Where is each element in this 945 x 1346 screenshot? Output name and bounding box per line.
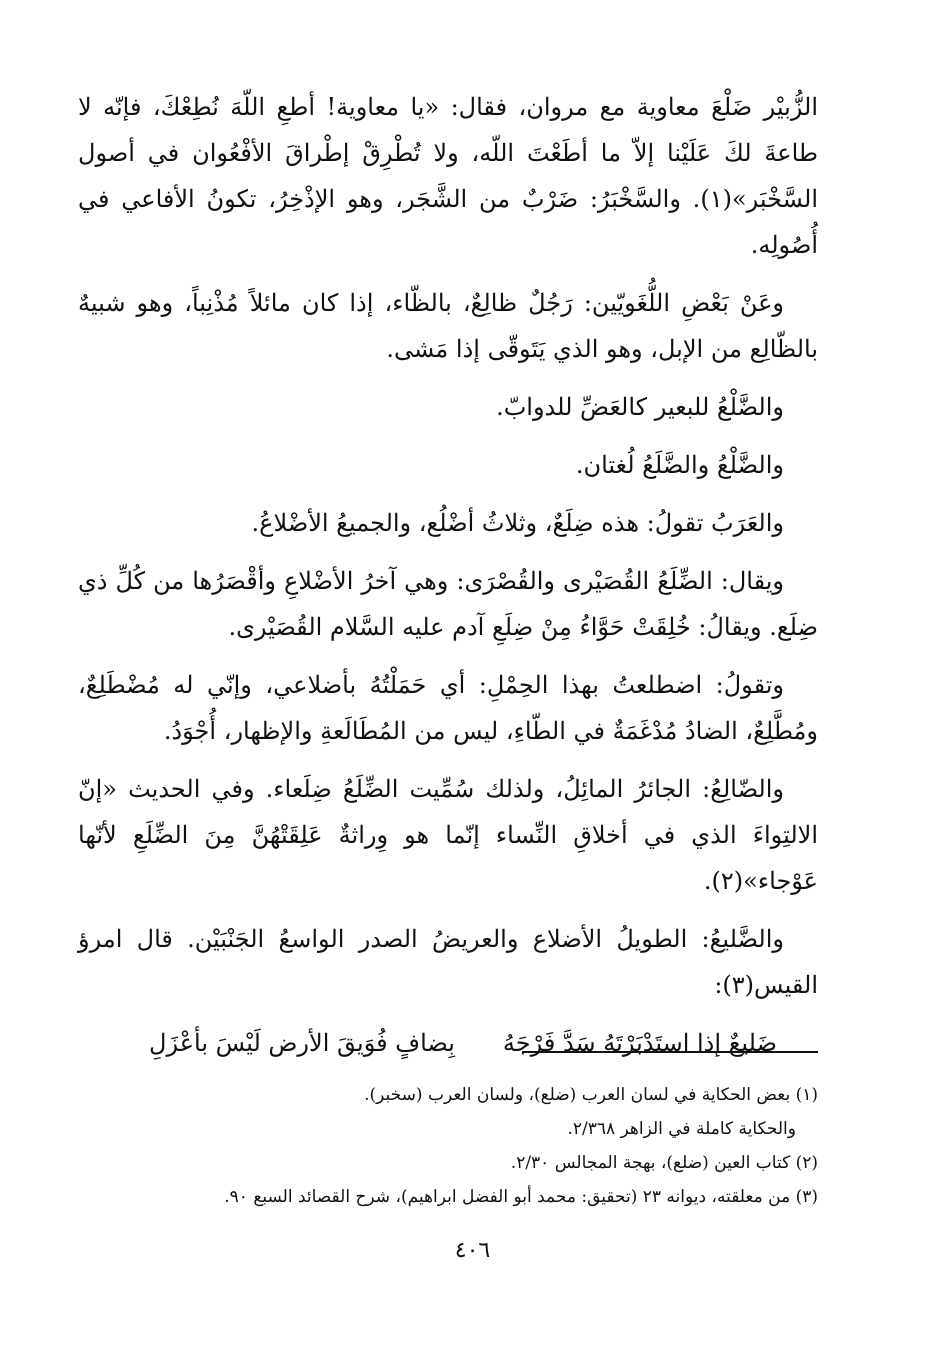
paragraph-arab: والعَرَبُ تقولُ: هذه ضِلَعٌ، وثلاثُ أضْلُع، والجميعُ الأضْلاعُ. [251, 509, 784, 537]
paragraph-idtalaat: وتقولُ: اضطلعتُ بهذا الحِمْلِ: أي حَمَلْتُهُ بأضلاعي، وإنّي له مُضْطَلِعٌ، ومُطَّلِعٌ، الضادُ مُدْغَمَةٌ في الطّاءِ، ليس من المُطَالَعةِ والإظهار، أُجْوَدُ. [78, 671, 818, 745]
footnote-3: (٣) من معلقته، ديوانه ٢٣ (تحقيق: محمد أبو الفضل ابراهيم)، شرح القصائد السبع ٩٠. [224, 1187, 818, 1207]
poetry-verse [78, 1020, 818, 1066]
paragraph-zubayr: الزُّبيْر ضَلْعَ معاوية مع مروان، فقال: «يا معاوية! أطعِ اللّهَ نُطِعْكَ، فإنّه لا طاعةَ لكَ عَلَيْنا إلاّ ما أطَعْتَ اللّه، ولا تُطْرِقْ إطْراقَ الأفْعُوان في أصول السَّخْبَر»(١). والسَّخْبَرُ: ضَرْبٌ من الشَّجَر، وهو الإذْخِرُ، تكونُ الأفاعي في أُصُولِه. [78, 93, 818, 259]
main-text [78, 84, 818, 1066]
verse-first-hemistich: ضَليعٌ إذا استَدْبَرْتَهُ سَدَّ فَرْجَهُ [502, 1029, 777, 1057]
paragraph-lughatan: والضَّلْعُ والضَّلَعُ لُغتان. [575, 451, 784, 479]
page-number: ٤٠٦ [454, 1238, 491, 1263]
footnote-2: (٢) كتاب العين (ضلع)، بهجة المجالس ٢/٣٠. [510, 1153, 818, 1173]
verse-second-hemistich: بِضافٍ فُوَيقَ الأرض لَيْسَ بأعْزَلِ [149, 1029, 455, 1057]
paragraph-zali: وعَنْ بَعْضِ اللُّغَويّين: رَجُلٌ ظالِعٌ، بالظّاء، إذا كان مائلاً مُذْنِباً، وهو شبيهٌ بالظّالِع من الإبل، وهو الذي يَتَوقّى إذا مَشى. [78, 289, 818, 363]
footnote-1-continued: والحكاية كاملة في الزاهر ٢/٣٦٨. [567, 1119, 796, 1139]
footnote-divider [522, 1051, 818, 1053]
paragraph-dali: والضَّليعُ: الطويلُ الأضلاع والعريضُ الصدر الواسعُ الجَنْبَيْن. قال امرؤ القيس(٣): [78, 925, 818, 999]
paragraph-qusayra: ويقال: الضِّلَعُ القُصَيْرى والقُصْرَى: وهي آخرُ الأضْلاعِ وأقْصَرُها من كُلِّ ذي ضِلَع. ويقالُ: خُلِقَتْ حَوَّاءُ مِنْ ضِلَعِ آدم عليه السَّلام القُصَيْرى. [78, 567, 818, 641]
paragraph-hadith: والضّالِعُ: الجائرُ المائِلُ، ولذلك سُمِّيت الضِّلَعُ ضِلَعاء. وفي الحديث «إنّ الالتِواءَ الذي في أخلاقِ النِّساء إنّما هو وِراثةٌ عَلِقَتْهُنَّ مِنَ الضِّلَعِ لأنّها عَوْجاء»(٢). [78, 775, 818, 895]
footnotes [150, 1078, 818, 1214]
paragraph-dal-bair: والضَّلْعُ للبعير كالعَضِّ للدوابّ. [496, 393, 784, 421]
footnote-1: (١) بعض الحكاية في لسان العرب (ضلع)، ولسان العرب (سخبر). [364, 1085, 818, 1105]
